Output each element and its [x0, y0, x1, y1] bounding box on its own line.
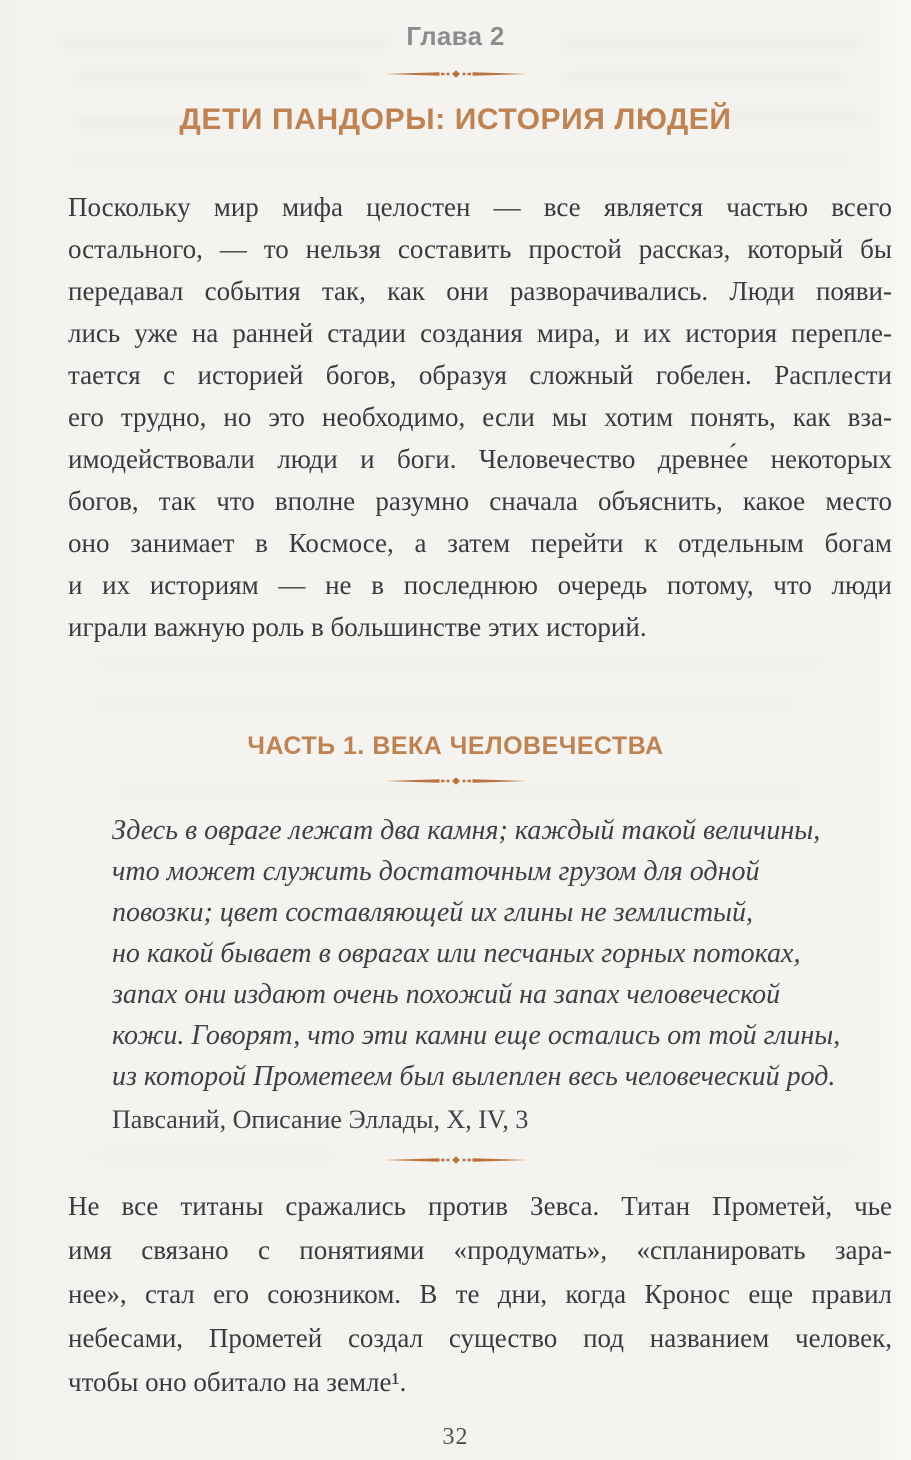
page-number: 32 [442, 1424, 469, 1450]
ornament-icon [381, 1155, 531, 1165]
paragraph-line: нее», стал его союзником. В те дни, когда Кронос еще правил [68, 1279, 892, 1309]
paragraph-line: играли важную роль в большинстве этих историй. [68, 612, 647, 642]
epigraph-line: но какой бывает в оврагах или песчаных горных потоках, [112, 938, 801, 969]
paragraph-line: передавал события так, как они разворачивались. Люди появи- [68, 276, 892, 306]
epigraph-attribution: Павсаний, Описание Эллады, X, IV, 3 [112, 1105, 529, 1134]
epigraph-line: что может служить достаточным грузом для одной [112, 856, 760, 887]
paper-showthrough [90, 1150, 340, 1162]
ornament-divider [383, 66, 528, 84]
part-heading: ЧАСТЬ 1. ВЕКА ЧЕЛОВЕЧЕСТВА [247, 732, 664, 760]
paper-showthrough [95, 695, 795, 708]
paragraph-line: имя связано с понятиями «продумать», «спланировать зара- [68, 1235, 892, 1265]
chapter-title: ДЕТИ ПАНДОРЫ: ИСТОРИЯ ЛЮДЕЙ [179, 103, 732, 136]
paragraph-line: богов, так что вполне разумно сначала объяснить, какое место [68, 486, 892, 516]
ornament-icon [383, 776, 528, 786]
body-paragraph [68, 1184, 892, 1404]
paragraph-line: Поскольку мир мифа целостен — все является частью всего [68, 192, 892, 222]
paragraph-line: лись уже на ранней стадии создания мира, и их история перепле- [68, 318, 892, 348]
paper-showthrough [560, 72, 850, 87]
paper-showthrough [70, 72, 370, 87]
epigraph-line: из которой Прометеем был вылеплен весь человеческий род. [112, 1061, 836, 1092]
paragraph-line: тается с историей богов, образуя сложный гобелен. Расплести [68, 360, 892, 390]
intro-paragraph [68, 186, 892, 648]
paragraph-line: имодействовали люди и боги. Человечество древне́е некоторых [68, 444, 892, 474]
paragraph-line: оно занимает в Космосе, а затем перейти к отдельным богам [68, 528, 892, 558]
paragraph-line: небесами, Прометей создал существо под названием человек, [68, 1323, 892, 1353]
epigraph-line: повозки; цвет составляющей их глины не землистый, [112, 897, 754, 928]
epigraph-line: запах они издают очень похожий на запах человеческой [112, 979, 781, 1010]
epigraph-line: Здесь в овраге лежат два камня; каждый такой величины, [112, 815, 821, 846]
paragraph-line: остального, — то нельзя составить простой рассказ, который бы [68, 234, 892, 264]
paragraph-line: Не все титаны сражались против Зевса. Титан Прометей, чье [68, 1191, 892, 1221]
paragraph-line: его трудно, но это необходимо, если мы хотим понять, как вза- [68, 402, 892, 432]
paragraph-line: чтобы оно обитало на земле¹. [68, 1367, 407, 1397]
epigraph [112, 810, 880, 1139]
paper-showthrough [70, 152, 850, 166]
paper-showthrough [100, 655, 820, 669]
paper-showthrough [640, 1150, 860, 1162]
ornament-icon [383, 69, 528, 79]
ornament-divider [383, 773, 528, 791]
epigraph-line: кожи. Говорят, что эти камни еще остались от той глины, [112, 1020, 841, 1051]
chapter-label: Глава 2 [406, 21, 505, 51]
ornament-divider [381, 1152, 531, 1170]
paragraph-line: и их историям — не в последнюю очередь потому, что люди [68, 570, 892, 600]
